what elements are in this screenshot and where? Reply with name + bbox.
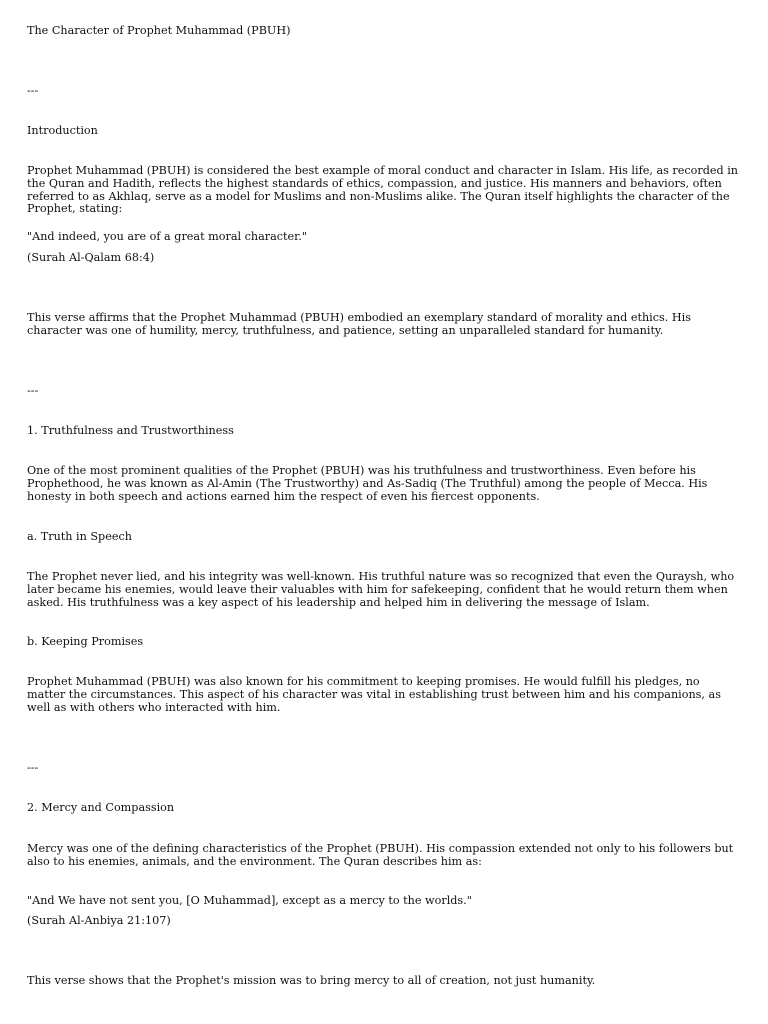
divider-1: --- bbox=[27, 84, 39, 97]
subsection-a-paragraph: The Prophet never lied, and his integrity was well-known. His truthful nature was so recognized that even the Quraysh, who later became his enemies, would leave their valuables with him for safekeeping, confident that he would return them when asked. His truthfulness was a key aspect of his leadership and helped him in delivering the message of Islam. bbox=[27, 570, 735, 609]
quote-1-reference: (Surah Al-Qalam 68:4) bbox=[27, 251, 155, 264]
introduction-heading: Introduction bbox=[27, 124, 98, 137]
quote-2: "And We have not sent you, [O Muhammad], except as a mercy to the worlds." bbox=[27, 894, 472, 907]
section-2-conclusion: This verse shows that the Prophet's mission was to bring mercy to all of creation, not just humanity. bbox=[27, 974, 596, 987]
subsection-b-heading: b. Keeping Promises bbox=[27, 635, 144, 648]
intro-paragraph: Prophet Muhammad (PBUH) is considered the best example of moral conduct and character in Islam. His life, as recorded in the Quran and Hadith, reflects the highest standards of ethics, compassion, and justice. His manners and behaviors, often referred to as Akhlaq, serve as a model for Muslims and non-Muslims alike. The Quran itself highlights the character of the Prophet, stating: bbox=[27, 164, 739, 216]
quote-2-reference: (Surah Al-Anbiya 21:107) bbox=[27, 914, 171, 927]
section-2-heading: 2. Mercy and Compassion bbox=[27, 801, 175, 814]
divider-3: --- bbox=[27, 761, 39, 774]
document-title: The Character of Prophet Muhammad (PBUH) bbox=[27, 24, 291, 37]
section-2-paragraph: Mercy was one of the defining characteristics of the Prophet (PBUH). His compassion extended not only to his followers but also to his enemies, animals, and the environment. The Quran describes him as: bbox=[27, 842, 734, 868]
section-1-paragraph: One of the most prominent qualities of the Prophet (PBUH) was his truthfulness and trustworthiness. Even before his Prophethood, he was known as Al-Amin (The Trustworthy) and As-Sadiq (The Truthful) among the people of Mecca. His honesty in both speech and actions earned him the respect of even his fiercest opponents. bbox=[27, 464, 708, 503]
divider-2: --- bbox=[27, 384, 39, 397]
intro-conclusion: This verse affirms that the Prophet Muhammad (PBUH) embodied an exemplary standard of morality and ethics. His character was one of humility, mercy, truthfulness, and patience, setting an unparalleled standard for humanity. bbox=[27, 311, 691, 337]
subsection-b-paragraph: Prophet Muhammad (PBUH) was also known for his commitment to keeping promises. He would fulfill his pledges, no matter the circumstances. This aspect of his character was vital in establishing trust between him and his companions, as well as with others who interacted with him. bbox=[27, 675, 721, 714]
subsection-a-heading: a. Truth in Speech bbox=[27, 530, 132, 543]
quote-1: "And indeed, you are of a great moral character." bbox=[27, 230, 307, 243]
section-1-heading: 1. Truthfulness and Trustworthiness bbox=[27, 424, 234, 437]
